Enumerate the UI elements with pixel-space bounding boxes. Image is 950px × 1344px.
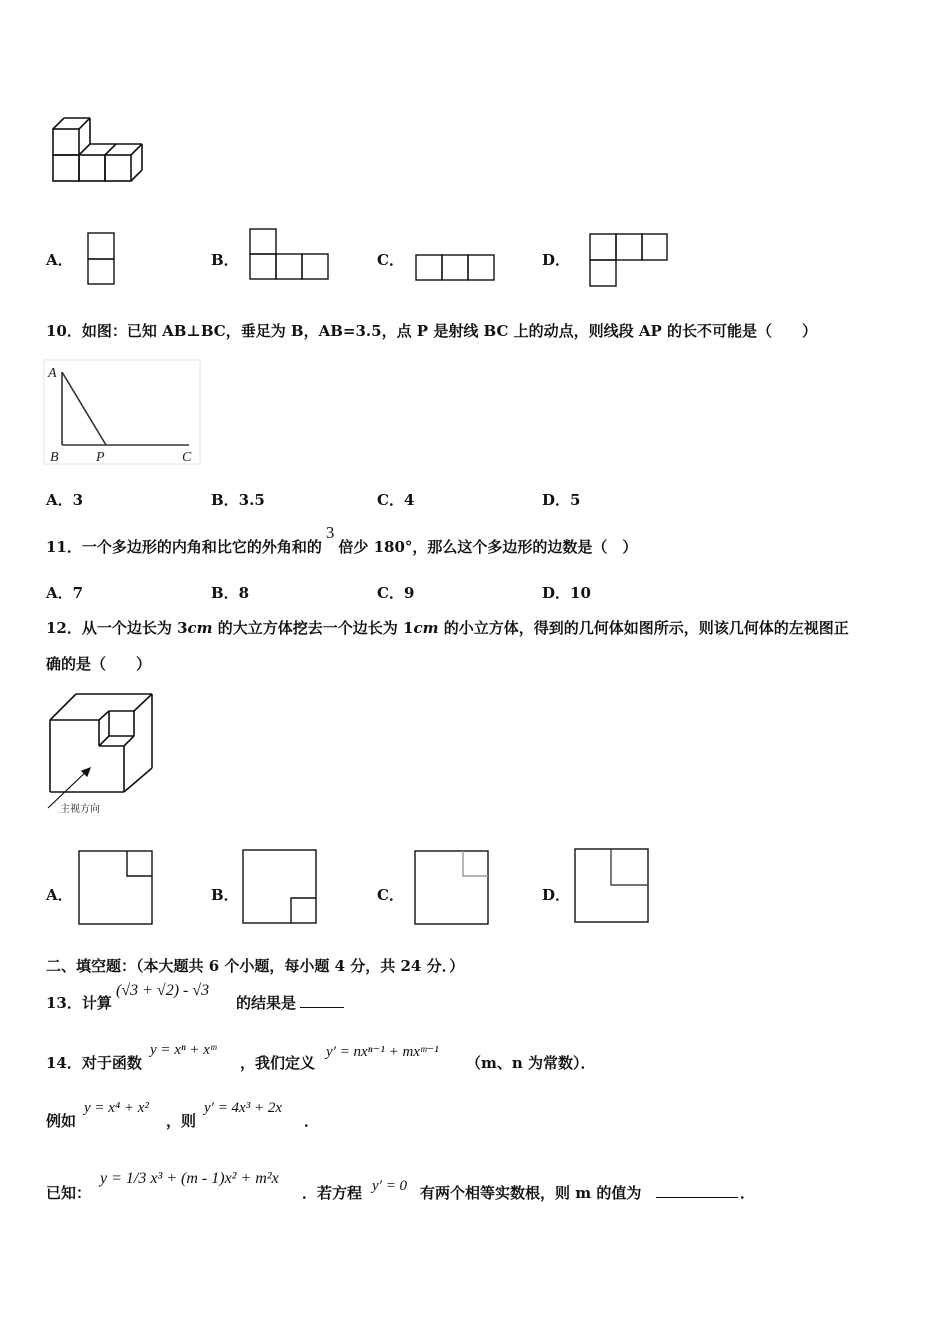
q11-option-d[interactable]: D．10 (542, 584, 591, 602)
q10-option-a[interactable]: A．3 (46, 491, 84, 509)
q14-derivative-definition: y′ = nxⁿ⁻¹ + mxᵐ⁻¹ (326, 1044, 439, 1060)
q11-option-b[interactable]: B．8 (211, 584, 250, 602)
q13-expression: (√3 + √2) - √3 (116, 982, 210, 999)
q11-stem-number: 3 (325, 523, 335, 542)
q14-example-mid: ，则 (166, 1112, 197, 1130)
q10-stem: 10．如图：已知 AB⊥BC，垂足为 B，AB=3.5，点 P 是射线 BC 上的动点，则线段 AP 的长不可能是（ ） (46, 322, 818, 340)
q14-given-suffix: 有两个相等实数根，则 m 的值为 (420, 1184, 642, 1202)
q11-stem-before: 11．一个多边形的内角和比它的外角和的 (46, 538, 322, 556)
q9-option-a-label[interactable]: A． (46, 251, 73, 269)
q14-example-derivative: y′ = 4x³ + 2x (204, 1100, 282, 1116)
q12-option-a-figure[interactable] (78, 850, 154, 926)
q13-suffix: 的结果是 (236, 994, 297, 1012)
q13-answer-blank[interactable] (300, 992, 344, 1008)
q10-label-c: C (182, 450, 192, 465)
q14-mid: ，我们定义 (240, 1054, 316, 1072)
q9-option-b-label[interactable]: B． (211, 251, 239, 269)
q12-option-c-label[interactable]: C． (377, 886, 404, 904)
q14-given-function: y = 1/3 x³ + (m - 1)x² + m²x (100, 1170, 279, 1187)
q10-label-b: B (50, 450, 59, 465)
q12-solid-figure (44, 688, 162, 818)
q14-prefix: 14．对于函数 (46, 1054, 142, 1072)
q9-option-d-label[interactable]: D． (542, 251, 571, 269)
q12-option-b-figure[interactable] (242, 849, 318, 925)
q12-stem-line1 (46, 617, 849, 638)
q12-option-a-label[interactable]: A． (46, 886, 73, 904)
q12-option-d-label[interactable]: D． (542, 886, 571, 904)
q12-stem-line2: 确的是（ ） (46, 655, 152, 673)
q14-answer-blank[interactable] (656, 1182, 738, 1198)
q12-stem-size-small: 1 (403, 619, 414, 637)
q9-option-b-figure[interactable] (248, 228, 330, 282)
q9-option-d-figure[interactable] (588, 232, 670, 288)
q14-example-function: y = x⁴ + x² (84, 1100, 149, 1116)
q12-stem-part-g: 的小立方体，得到的几何体如图所示，则该几何体的左视图正 (438, 619, 849, 637)
q12-option-c-figure[interactable] (414, 850, 490, 926)
q10-figure (44, 360, 204, 466)
q14-given-prefix: 已知： (46, 1184, 92, 1202)
q10-label-p: P (96, 450, 105, 465)
q14-given-mid: ．若方程 (302, 1184, 363, 1202)
q10-option-c[interactable]: C．4 (377, 491, 415, 509)
q14-given-end: ． (740, 1184, 756, 1202)
section2-heading: 二、填空题：（本大题共 6 个小题，每小题 4 分，共 24 分．） (46, 957, 465, 975)
q11-stem (46, 523, 638, 557)
q10-label-a: A (48, 366, 57, 381)
q12-stem-part-a: 12．从一个边长为 (46, 619, 178, 637)
q14-given-equation: y′ = 0 (372, 1178, 408, 1194)
q12-stem-size-big: 3 (177, 619, 188, 637)
q14-example-end: ． (304, 1112, 320, 1130)
q12-option-d-figure[interactable] (574, 848, 650, 924)
q9-option-a-figure[interactable] (86, 232, 116, 286)
q12-option-b-label[interactable]: B． (211, 886, 239, 904)
q9-solid-figure (48, 112, 153, 187)
q13-prefix: 13．计算 (46, 994, 112, 1012)
q11-stem-after: 倍少 180°，那么这个多边形的边数是（ ） (338, 538, 638, 556)
q12-stem-unit-1: cm (187, 619, 213, 637)
q10-option-b[interactable]: B．3.5 (211, 491, 265, 509)
q14-suffix: （m、n 为常数）． (466, 1054, 596, 1072)
q14-function-expression: y = xⁿ + xᵐ (150, 1042, 217, 1058)
q12-stem-part-d: 的大立方体挖去一个边长为 (212, 619, 404, 637)
q9-option-c-figure[interactable] (414, 253, 496, 283)
q10-option-d[interactable]: D．5 (542, 491, 581, 509)
q12-stem-unit-2: cm (413, 619, 439, 637)
q11-option-c[interactable]: C．9 (377, 584, 415, 602)
q11-option-a[interactable]: A．7 (46, 584, 84, 602)
q12-view-direction-label: 主视方向 (60, 804, 100, 815)
q14-example-prefix: 例如 (46, 1112, 77, 1130)
q9-option-c-label[interactable]: C． (377, 251, 404, 269)
